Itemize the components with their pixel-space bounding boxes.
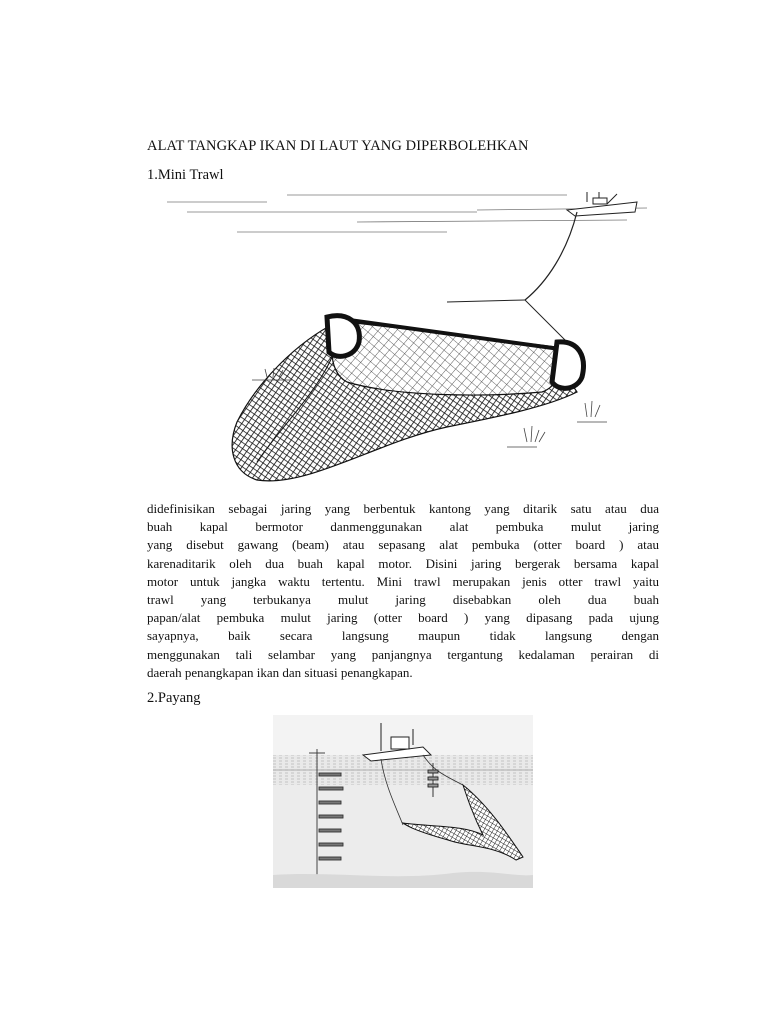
paragraph-line: daerah penangkapan ikan dan situasi penangkapan.: [147, 664, 413, 680]
paragraph-line: karenaditarik oleh dua buah kapal motor. Disini jaring bergerak bersama kapal: [147, 555, 659, 571]
paragraph-line: yang disebut gawang (beam) atau sepasang alat pembuka (otter board ) atau: [147, 537, 659, 553]
payang-illustration: [273, 715, 533, 888]
paragraph-line: menggunakan tali selambar yang panjangnya tergantung kedalaman perairan di: [147, 646, 659, 662]
paragraph-line: didefinisikan sebagai jaring yang berbentuk kantong yang ditarik satu atau dua: [147, 501, 659, 516]
section-heading-payang: 2.Payang: [147, 690, 201, 706]
page-title: ALAT TANGKAP IKAN DI LAUT YANG DIPERBOLEHKAN: [147, 138, 529, 154]
section-heading-mini-trawl: 1.Mini Trawl: [147, 167, 224, 183]
paragraph-line: sayapnya, baik secara langsung maupun tidak langsung dengan: [147, 628, 659, 644]
paragraph-line: buah kapal bermotor danmenggunakan alat pembuka mulut jaring: [147, 519, 659, 535]
mini-trawl-description: [147, 500, 659, 682]
paragraph-line: trawl yang terbukanya mulut jaring disebabkan oleh dua buah: [147, 592, 659, 608]
paragraph-line: papan/alat pembuka mulut jaring (otter board ) yang dipasang pada ujung: [147, 610, 659, 626]
mini-trawl-illustration: [147, 192, 659, 490]
paragraph-line: motor untuk jangka waktu tertentu. Mini trawl merupakan jenis otter trawl yaitu: [147, 573, 659, 589]
